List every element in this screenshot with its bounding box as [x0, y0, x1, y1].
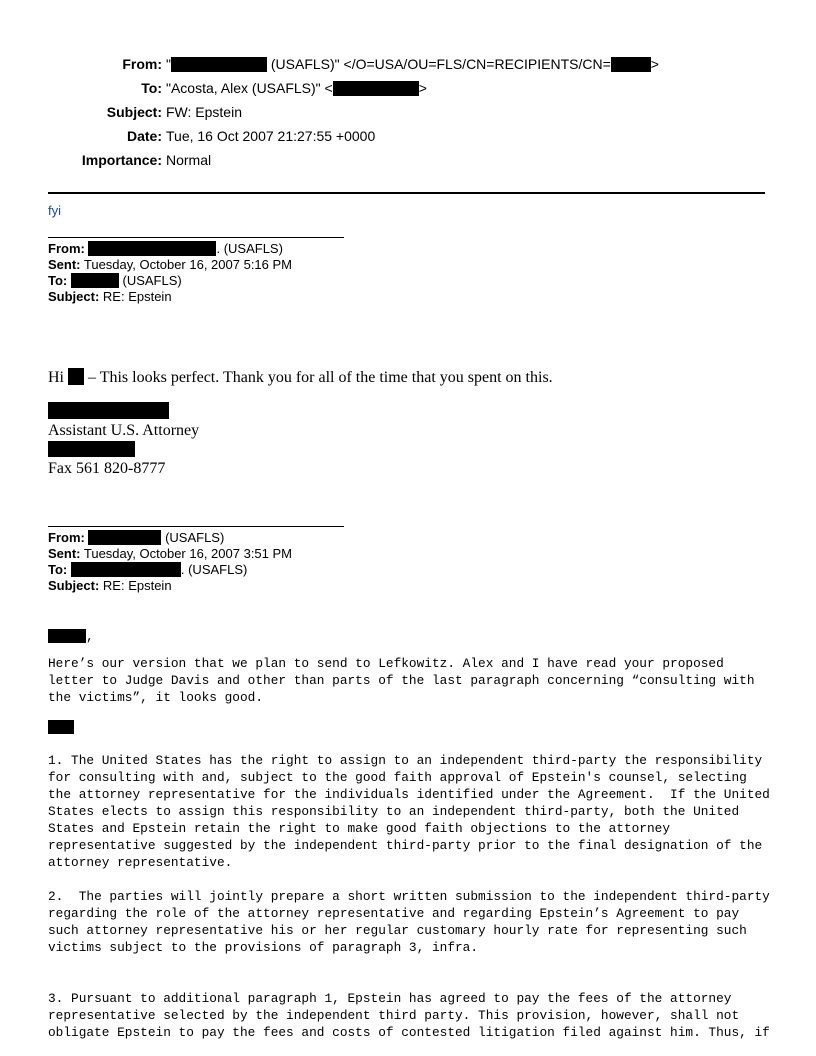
message-divider	[48, 526, 344, 527]
signature-title: Assistant U.S. Attorney	[48, 422, 200, 439]
from-label: From:	[122, 56, 162, 72]
message-divider	[48, 237, 344, 238]
from-label: From:	[48, 530, 85, 545]
redaction	[88, 241, 216, 256]
greeting: Hi	[48, 369, 68, 386]
subject-value: RE: Epstein	[99, 289, 172, 304]
fyi-text: fyi	[48, 203, 61, 218]
sent-label: Sent:	[48, 546, 81, 561]
to-label: To:	[48, 562, 68, 577]
redaction	[611, 57, 651, 72]
to-suffix: >	[418, 80, 427, 96]
header-from	[0, 55, 659, 73]
importance-label: Importance:	[81, 152, 162, 168]
sent-label: Sent:	[48, 257, 81, 272]
paragraph-3: 3. Pursuant to additional paragraph 1, Epstein has agreed to pay the fees of the attorney representative selected by the independent third party. This provision, however, shall not obligate Epstein to pay the fees and costs of contested litigation filed against him. Thus, if	[48, 991, 770, 1040]
subject-label: Subject:	[48, 289, 100, 304]
redaction	[68, 368, 84, 385]
msg2-intro: Here’s our version that we plan to send to Lefkowitz. Alex and I have read your proposed letter to Judge Davis and other than parts of the last paragraph concerning “consulting with the victims”, it looks good.	[48, 656, 755, 705]
redaction	[71, 273, 119, 288]
redaction	[48, 629, 86, 643]
header-importance	[0, 151, 211, 169]
subject-value: FW: Epstein	[166, 104, 242, 120]
redaction	[88, 530, 161, 545]
from-value: (USAFLS)" </O=USA/OU=FLS/CN=RECIPIENTS/CN=	[266, 56, 611, 72]
redaction	[71, 562, 181, 577]
body-text: – This looks perfect. Thank you for all of the time that you spent on this.	[84, 369, 553, 386]
to-value: "Acosta, Alex (USAFLS)" <	[166, 80, 333, 96]
to-value: . (USAFLS)	[180, 562, 248, 577]
sent-value: Tuesday, October 16, 2007 5:16 PM	[80, 257, 292, 272]
from-value: . (USAFLS)	[216, 241, 283, 256]
msg2-header	[48, 530, 292, 594]
paragraph-2: 2. The parties will jointly prepare a short written submission to the independent third-party regarding the role of the attorney representative and regarding Epstein’s Agreement to pay such attorney representative his or her regular customary hourly rate for representing such victims subject to the provisions of paragraph 3, infra.	[48, 889, 770, 955]
date-label: Date:	[126, 128, 162, 144]
msg1-body	[48, 368, 553, 388]
signature-fax: Fax 561 820-8777	[48, 460, 166, 477]
from-quote: "	[166, 56, 171, 72]
subject-value: RE: Epstein	[99, 578, 172, 593]
date-value: Tue, 16 Oct 2007 21:27:55 +0000	[166, 128, 376, 144]
to-label: To:	[48, 273, 68, 288]
redaction-signature-phone	[48, 441, 135, 457]
redaction	[171, 57, 267, 72]
sent-value: Tuesday, October 16, 2007 3:51 PM	[80, 546, 292, 561]
importance-value: Normal	[166, 152, 212, 168]
subject-label: Subject:	[48, 578, 100, 593]
header-to	[0, 79, 427, 97]
paragraph-1: 1. The United States has the right to assign to an independent third-party the responsibility for consulting with and, subject to the good faith approval of Epstein's counsel, selecting the attorney representative for the individuals identified under the Agreement. If the United States elects to assign this responsibility to an independent third-party, both the United States and Epstein retain the right to make good faith objections to the attorney representative suggested by the independent third-party prior to the final designation of the attorney representative.	[48, 753, 770, 870]
subject-label: Subject:	[106, 104, 162, 120]
redaction	[333, 81, 419, 96]
msg1-header	[48, 241, 292, 305]
from-value: (USAFLS)	[161, 530, 225, 545]
redaction-signoff	[48, 720, 74, 734]
to-label: To:	[141, 80, 162, 96]
greeting-comma: ,	[86, 629, 94, 644]
redaction-signature-name	[48, 402, 169, 419]
header-divider	[48, 192, 765, 194]
msg2-greeting	[48, 628, 94, 645]
from-suffix: >	[650, 56, 659, 72]
from-label: From:	[48, 241, 85, 256]
header-subject	[0, 103, 242, 121]
header-date	[0, 127, 375, 145]
to-value: (USAFLS)	[118, 273, 182, 288]
